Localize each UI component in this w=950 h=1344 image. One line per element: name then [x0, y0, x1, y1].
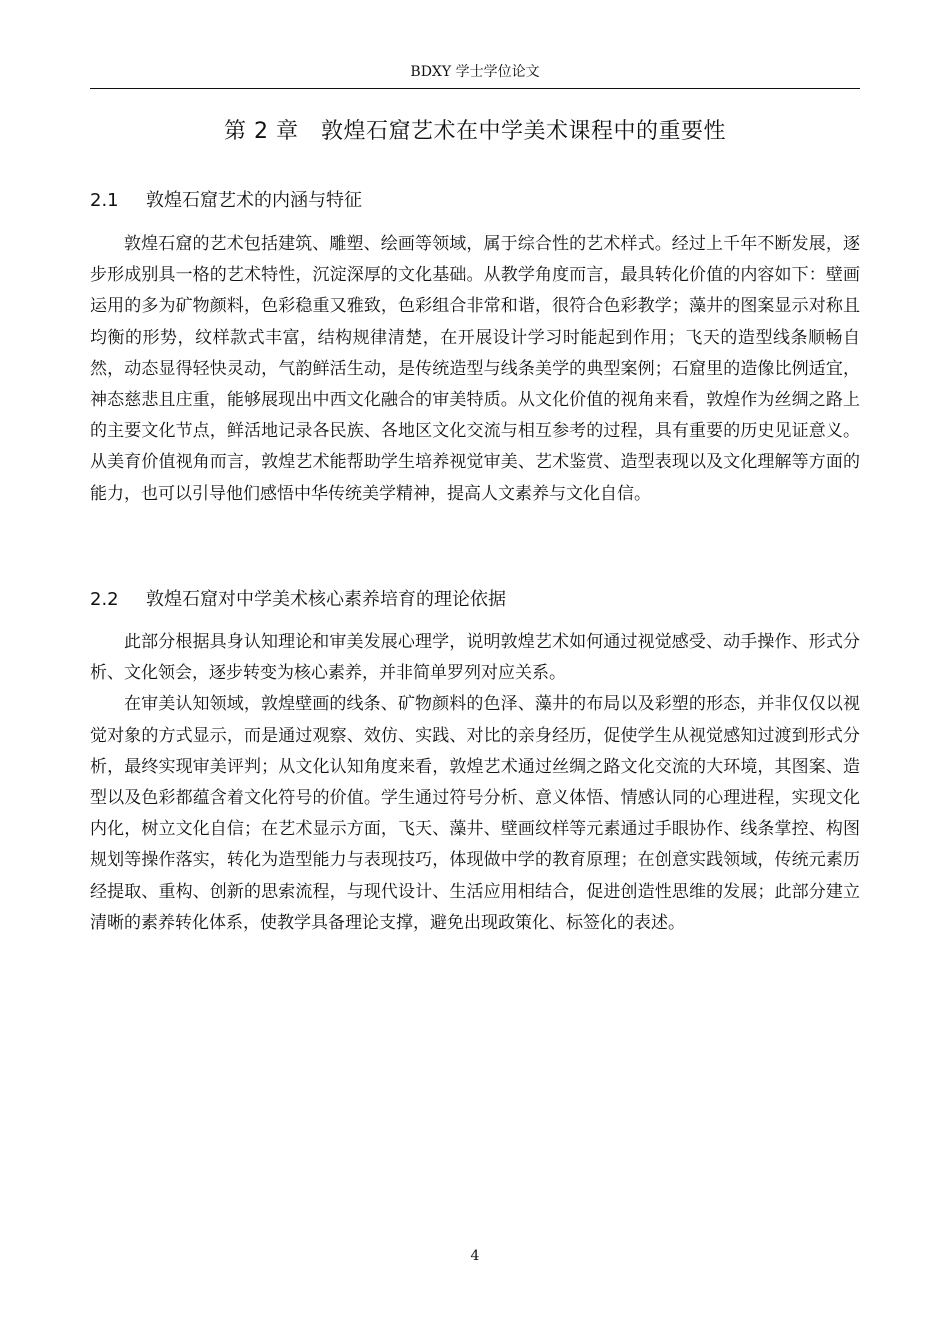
section-heading [90, 187, 860, 215]
section-title: 敦煌石窟对中学美术核心素养培育的理论依据 [146, 589, 506, 610]
page-number: 4 [470, 1248, 480, 1264]
section-number: 2.1 [90, 190, 119, 211]
header-divider [90, 88, 860, 89]
body-paragraph: 此部分根据具身认知理论和审美发展心理学，说明敦煌艺术如何通过视觉感受、动手操作、形式分析、文化领会，逐步转变为核心素养，并非简单罗列对应关系。 [90, 632, 860, 684]
chapter-title: 第 2 章 敦煌石窟艺术在中学美术课程中的重要性 [224, 119, 726, 144]
section-heading [90, 586, 860, 614]
body-paragraph: 在审美认知领域，敦煌壁画的线条、矿物颜料的色泽、藻井的布局以及彩塑的形态，并非仅仅以视觉对象的方式显示，而是通过观察、效仿、实践、对比的亲身经历，促使学生从视觉感知过渡到形式分析，最终实现审美评判；从文化认知角度来看，敦煌艺术通过丝绸之路文化交流的大环境，其图案、造型以及色彩都蕴含着文化符号的价值。学生通过符号分析、意义体悟、情感认同的心理进程，实现文化内化，树立文化自信；在艺术显示方面，飞天、藻井、壁画纹样等元素通过手眼协作、线条掌控、构图规划等操作落实，转化为造型能力与表现技巧，体现做中学的教育原理；在创意实践领域，传统元素历经提取、重构、创新的思索流程，与现代设计、生活应用相结合，促进创造性思维的发展；此部分建立清晰的素养转化体系，使教学具备理论支撑，避免出现政策化、标签化的表述。 [90, 694, 860, 933]
body-paragraph: 敦煌石窟的艺术包括建筑、雕塑、绘画等领域，属于综合性的艺术样式。经过上千年不断发展，逐步形成别具一格的艺术特性，沉淀深厚的文化基础。从教学角度而言，最具转化价值的内容如下：壁画运用的多为矿物颜料，色彩稳重又雅致，色彩组合非常和谐，很符合色彩教学；藻井的图案显示对称且均衡的形势，纹样款式丰富，结构规律清楚，在开展设计学习时能起到作用；飞天的造型线条顺畅自然，动态显得轻快灵动，气韵鲜活生动，是传统造型与线条美学的典型案例；石窟里的造像比例适宜，神态慈悲且庄重，能够展现出中西文化融合的审美特质。从文化价值的视角来看，敦煌作为丝绸之路上的主要文化节点，鲜活地记录各民族、各地区文化交流与相互参考的过程，具有重要的历史见证意义。从美育价值视角而言，敦煌艺术能帮助学生培养视觉审美、艺术鉴赏、造型表现以及文化理解等方面的能力，也可以引导他们感悟中华传统美学精神，提高人文素养与文化自信。 [90, 234, 860, 504]
running-header: BDXY 学士学位论文 [410, 64, 540, 80]
section-number: 2.2 [90, 589, 119, 610]
section-body [90, 229, 860, 510]
section-body [90, 627, 860, 939]
section-title: 敦煌石窟艺术的内涵与特征 [146, 190, 362, 211]
